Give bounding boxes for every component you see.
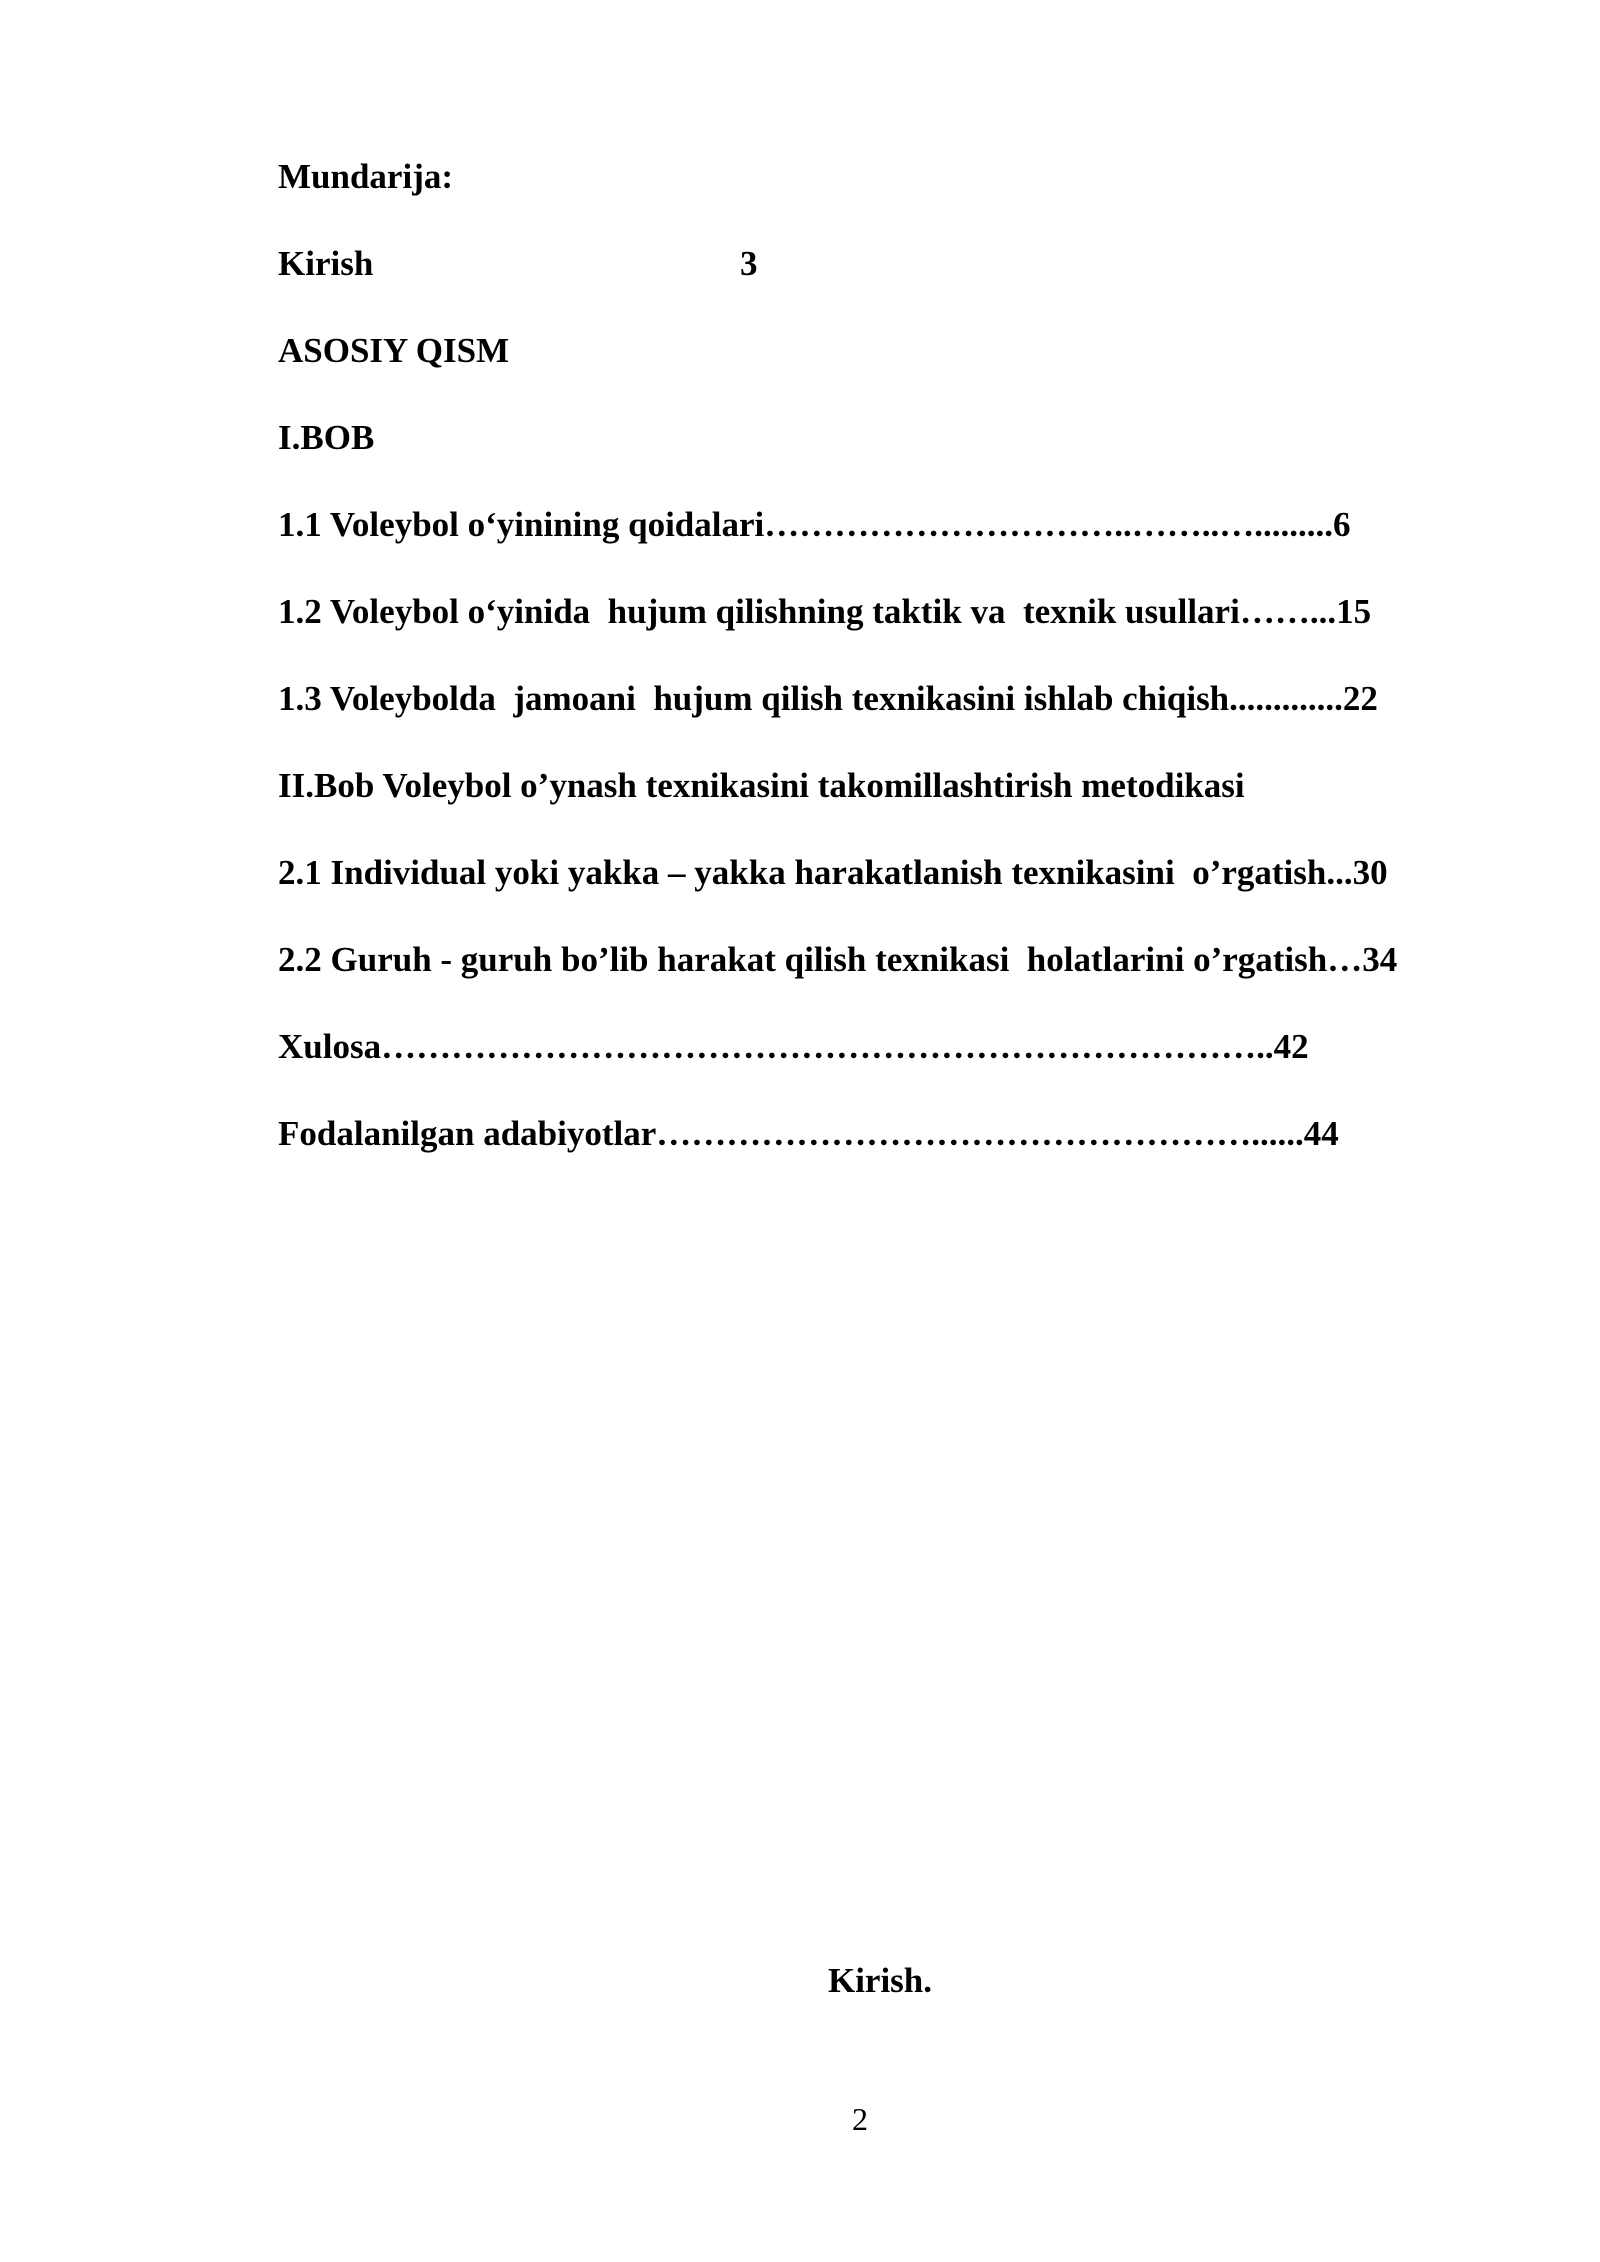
toc-entry-kirish-page: 3 [740,244,758,283]
toc-entry-2-1: 2.1 Individual yoki yakka – yakka harakatlanish texnikasini o’rgatish...30 [278,853,1388,892]
toc-entry-1-3: 1.3 Voleybolda jamoani hujum qilish texnikasini ishlab chiqish.............22 [278,679,1378,718]
toc-entry-xulosa: Xulosa…………………………………………………………………..42 [278,1027,1309,1066]
toc-entry-kirish-title: Kirish [278,244,374,283]
toc-entry-chapter-2: II.Bob Voleybol o’ynash texnikasini takomillashtirish metodikasi [278,766,1245,805]
page-number: 2 [852,2101,868,2137]
toc-entry-adabiyotlar: Fodalanilgan adabiyotlar……………………………………………......44 [278,1114,1339,1153]
table-of-contents [278,148,1528,1192]
toc-entry-asosiy-qism: ASOSIY QISM [278,331,510,370]
section-heading-kirish: Kirish. [827,1961,933,2000]
toc-entry-2-2: 2.2 Guruh - guruh bo’lib harakat qilish texnikasi holatlarini o’rgatish…34 [278,940,1398,979]
toc-heading: Mundarija: [278,157,453,196]
toc-entry-chapter-1: I.BOB [278,418,375,457]
toc-entry-1-1: 1.1 Voleybol o‘yinining qoidalari…………………………..……..….........6 [278,505,1351,544]
toc-entry-1-2: 1.2 Voleybol o‘yinida hujum qilishning taktik va texnik usullari……...15 [278,592,1372,631]
toc-entry-kirish [278,235,1528,322]
